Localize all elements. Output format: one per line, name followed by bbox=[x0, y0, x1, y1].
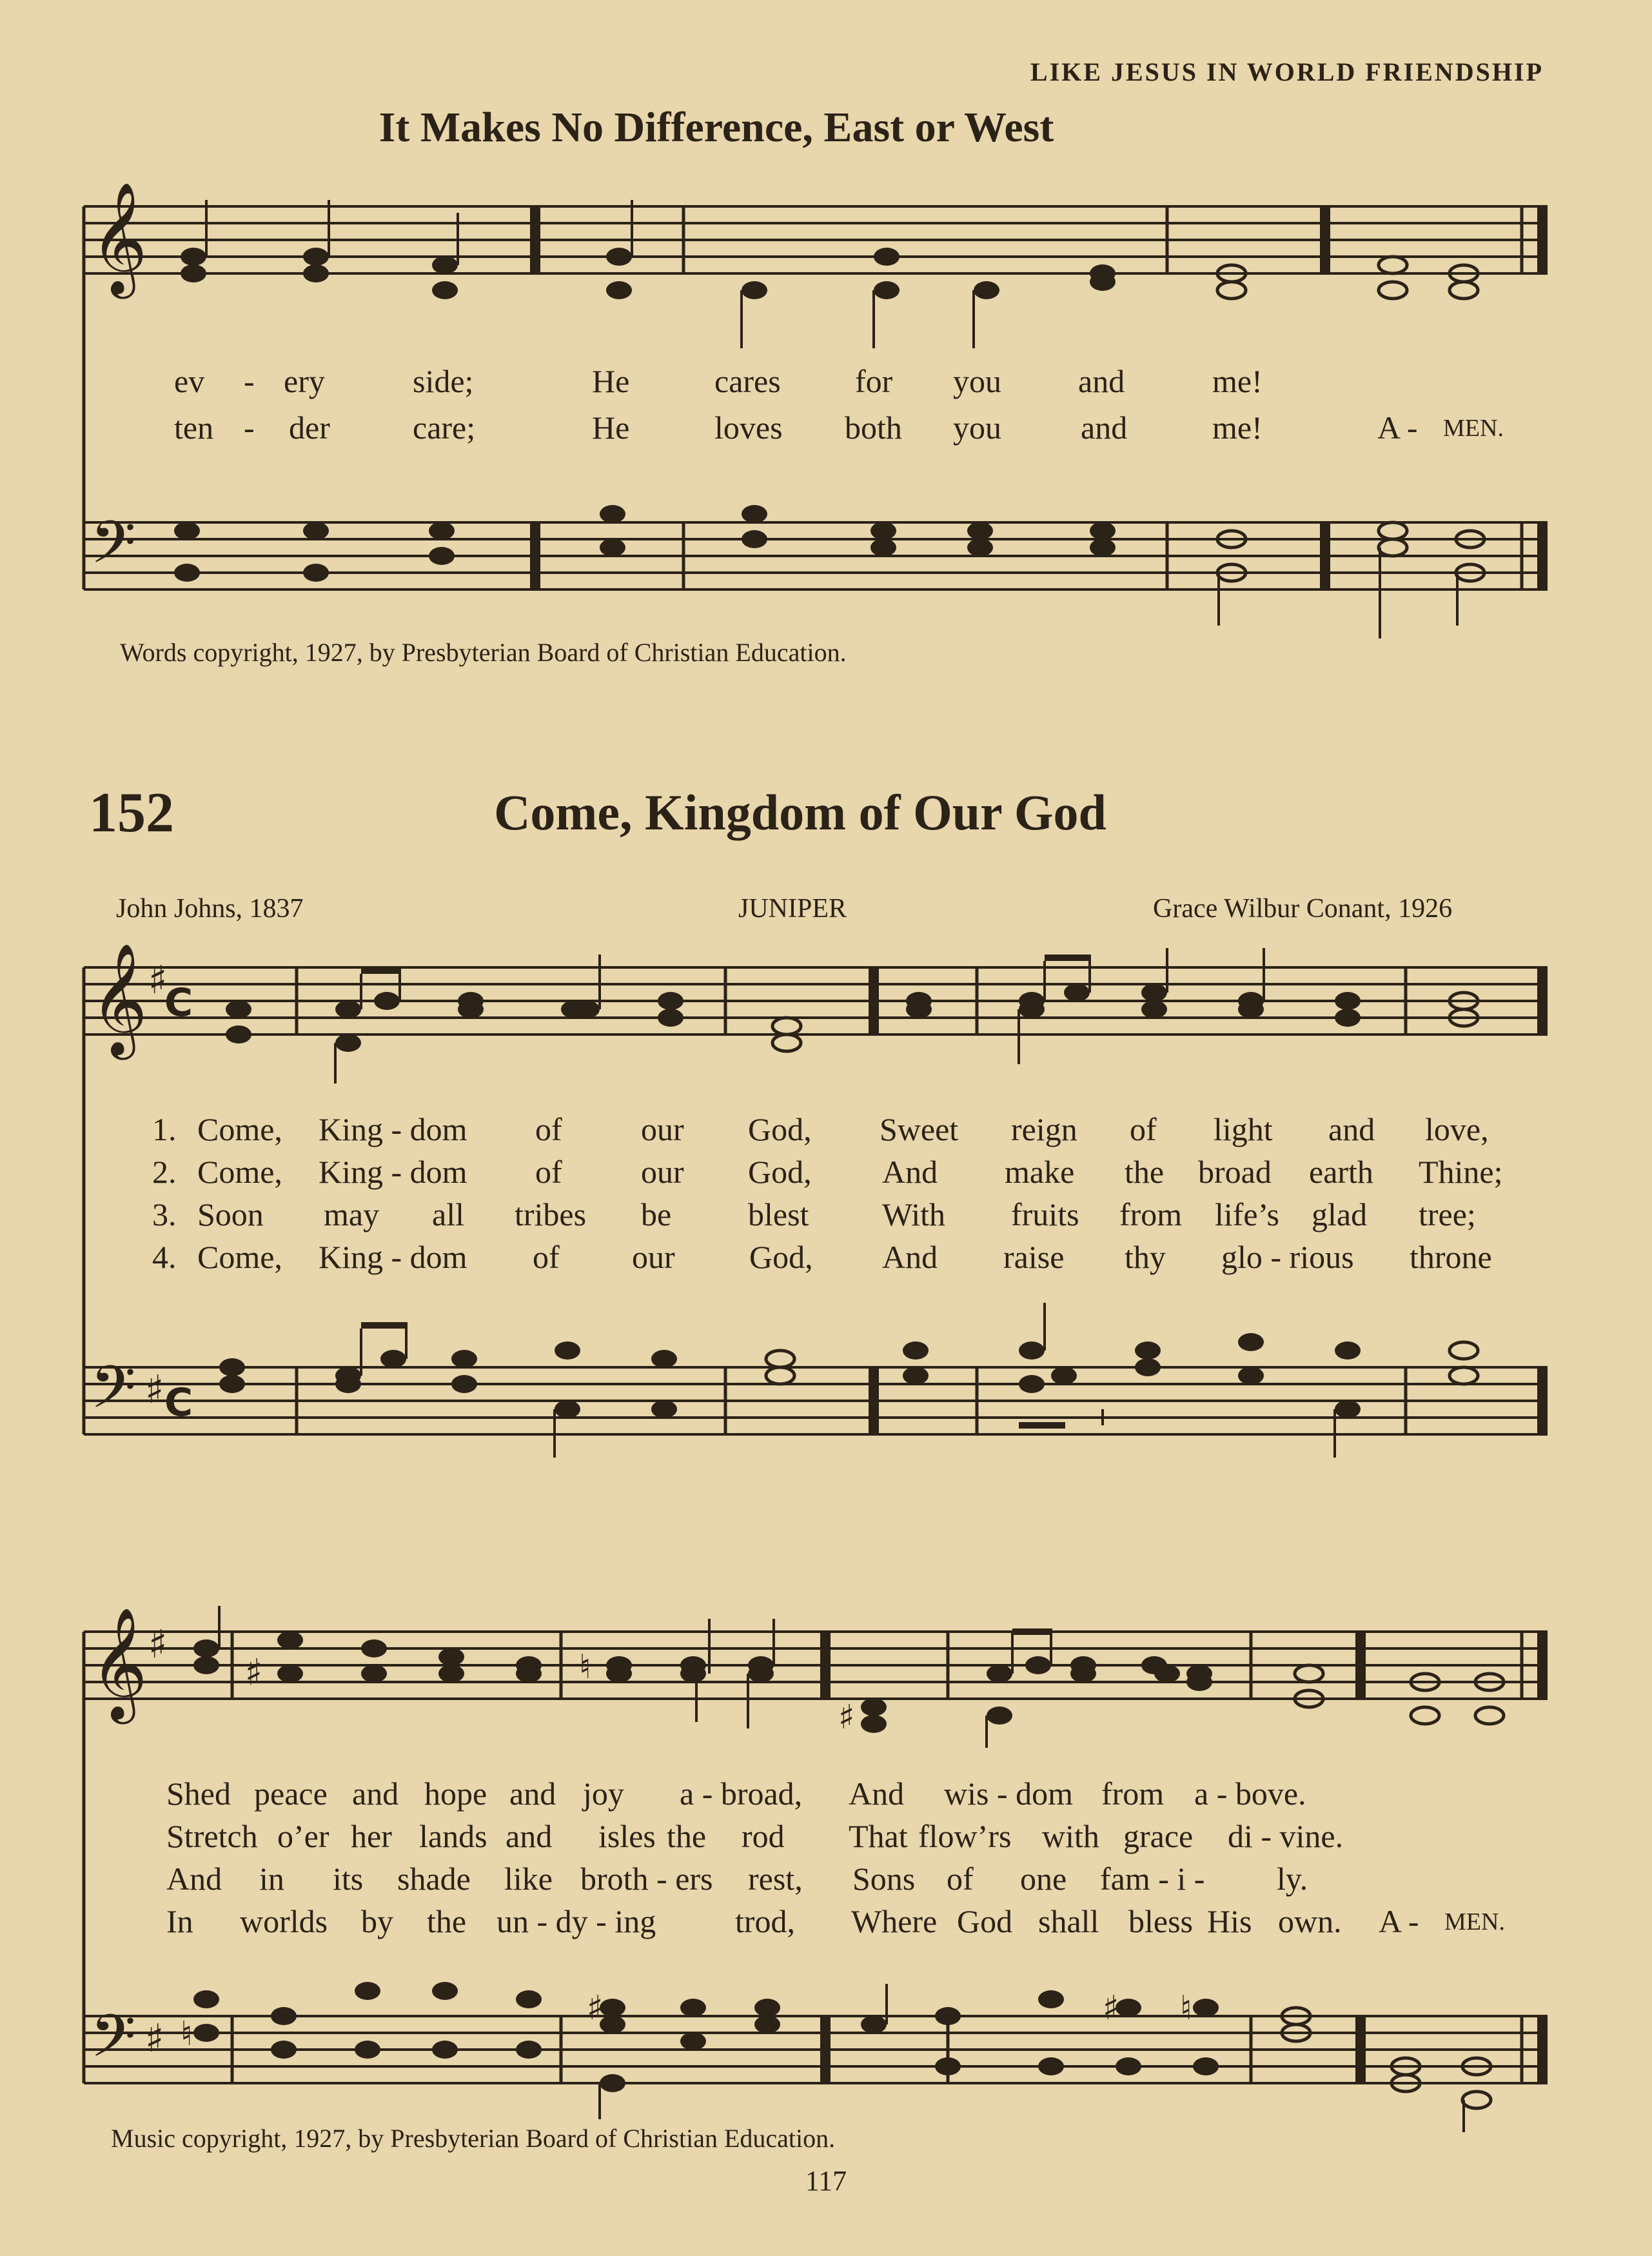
lyric-word: Come, bbox=[197, 1111, 282, 1147]
lyric-word: tree; bbox=[1419, 1196, 1476, 1232]
lyric-word: its bbox=[333, 1861, 364, 1897]
hymn1-treble-staff bbox=[84, 182, 1548, 348]
svg-text:𝄢: 𝄢 bbox=[90, 2002, 136, 2084]
lyric-word: and bbox=[1328, 1111, 1375, 1147]
lyric-word: He bbox=[592, 410, 630, 446]
lyric-word: Come, bbox=[197, 1154, 282, 1190]
lyric-word: joy bbox=[583, 1776, 624, 1812]
svg-text:𝄞: 𝄞 bbox=[90, 182, 148, 294]
hymn2-s1-bass-staff bbox=[84, 1303, 1548, 1458]
lyric-word: rod bbox=[742, 1818, 785, 1854]
lyric-word: care; bbox=[413, 410, 476, 446]
lyric-word: side; bbox=[413, 363, 474, 399]
lyric-word: and bbox=[506, 1818, 553, 1854]
lyric-word: me! bbox=[1212, 363, 1263, 399]
lyric-word: o’er bbox=[277, 1818, 329, 1854]
lyric-word: for bbox=[855, 363, 893, 399]
svg-text:♮: ♮ bbox=[579, 1648, 591, 1687]
svg-text:𝄞: 𝄞 bbox=[90, 1607, 148, 1719]
lyric-word: reign bbox=[1011, 1111, 1077, 1147]
lyric-word: rest, bbox=[748, 1861, 803, 1897]
hymn2-s2-line-2 bbox=[0, 1817, 1652, 1856]
lyric-word: In bbox=[166, 1903, 193, 1939]
lyric-word: flow’rs bbox=[918, 1818, 1012, 1854]
lyric-word: from bbox=[1101, 1776, 1165, 1812]
lyric-word: wis - dom bbox=[944, 1776, 1073, 1812]
section-header: LIKE JESUS IN WORLD FRIENDSHIP bbox=[1030, 57, 1544, 86]
lyric-word: and bbox=[352, 1776, 399, 1812]
lyric-word: hope bbox=[424, 1776, 487, 1812]
lyric-word: make bbox=[1005, 1154, 1075, 1190]
svg-text:♯: ♯ bbox=[145, 1367, 164, 1412]
lyric-word: And bbox=[882, 1154, 938, 1190]
hymn2-s2-bass-staff bbox=[84, 1982, 1548, 2132]
page-number: 117 bbox=[805, 2165, 847, 2197]
svg-text:C: C bbox=[164, 1380, 193, 1425]
svg-text:♯: ♯ bbox=[145, 2016, 164, 2061]
lyric-word: shade bbox=[397, 1861, 471, 1897]
lyric-word: with bbox=[1042, 1818, 1099, 1854]
lyric-word: loves bbox=[714, 410, 783, 446]
lyric-word: broad bbox=[1198, 1154, 1272, 1190]
svg-text:♯: ♯ bbox=[148, 958, 168, 1003]
svg-text:C: C bbox=[164, 980, 193, 1025]
amen-men: MEN. bbox=[1444, 1908, 1505, 1935]
lyric-word: of bbox=[535, 1154, 562, 1190]
hymn2-s1-line-4 bbox=[0, 1238, 1652, 1277]
lyric-word: in bbox=[259, 1861, 284, 1897]
lyric-word: God bbox=[957, 1903, 1013, 1939]
verse-number: 2. bbox=[152, 1154, 177, 1190]
lyric-word: And bbox=[882, 1239, 938, 1275]
lyric-word: lands bbox=[419, 1818, 487, 1854]
lyric-word: His bbox=[1207, 1903, 1252, 1939]
lyric-word: He bbox=[592, 363, 630, 399]
lyric-word: King - dom bbox=[319, 1154, 467, 1190]
lyric-word: glo - rious bbox=[1221, 1239, 1354, 1275]
lyric-word: Stretch bbox=[166, 1818, 258, 1854]
lyric-word: cares bbox=[714, 363, 781, 399]
lyric-word: of bbox=[947, 1861, 974, 1897]
lyric-word: ten bbox=[174, 410, 214, 446]
lyric-word: And bbox=[166, 1861, 222, 1897]
lyric-word: all bbox=[432, 1196, 464, 1232]
hymn2-s2-treble-staff bbox=[84, 1606, 1548, 1748]
lyric-word: - bbox=[244, 410, 255, 446]
hymn-number: 152 bbox=[89, 782, 174, 844]
lyric-word: the bbox=[667, 1818, 707, 1854]
svg-text:♮: ♮ bbox=[181, 2015, 193, 2053]
lyric-word: Where bbox=[851, 1903, 938, 1939]
lyric-word: like bbox=[504, 1861, 553, 1897]
lyric-word: our bbox=[641, 1111, 684, 1147]
lyric-word: her bbox=[351, 1818, 392, 1854]
lyric-word: Soon bbox=[197, 1196, 264, 1232]
lyric-word: ery bbox=[284, 363, 325, 399]
hymn2-s1-treble-staff bbox=[84, 943, 1548, 1083]
lyric-word: un - dy - ing bbox=[497, 1903, 656, 1939]
lyric-word: and bbox=[1078, 363, 1125, 399]
svg-text:♯: ♯ bbox=[245, 1652, 263, 1694]
lyric-word: bless bbox=[1128, 1903, 1193, 1939]
lyric-word: of bbox=[1130, 1111, 1157, 1147]
svg-text:♯: ♯ bbox=[838, 1698, 855, 1737]
lyric-word: of bbox=[533, 1239, 560, 1275]
hymn2-s1-line-2 bbox=[0, 1153, 1652, 1192]
lyric-word: own. bbox=[1278, 1903, 1342, 1939]
lyric-word: the bbox=[427, 1903, 467, 1939]
hymn2-s2-line-3 bbox=[0, 1860, 1652, 1899]
lyric-word: a - broad, bbox=[680, 1776, 803, 1812]
lyric-word: With bbox=[882, 1196, 945, 1232]
lyric-word: That bbox=[849, 1818, 908, 1854]
lyric-word: be bbox=[641, 1196, 672, 1232]
lyric-word: you bbox=[953, 363, 1001, 399]
svg-text:𝄢: 𝄢 bbox=[90, 1353, 136, 1436]
hymn1-copyright: Words copyright, 1927, by Presbyterian Board of Christian Education. bbox=[120, 638, 847, 667]
lyric-word: the bbox=[1125, 1154, 1165, 1190]
lyric-word: Thine; bbox=[1419, 1154, 1503, 1190]
lyric-word: and bbox=[509, 1776, 556, 1812]
lyric-word: earth bbox=[1309, 1154, 1373, 1190]
hymn2-title: Come, Kingdom of Our God bbox=[494, 784, 1106, 840]
lyric-word: der bbox=[289, 410, 330, 446]
lyric-word: of bbox=[535, 1111, 562, 1147]
lyric-word: blest bbox=[748, 1196, 809, 1232]
lyric-word: - bbox=[244, 363, 255, 399]
amen-a: A - bbox=[1379, 1903, 1419, 1939]
lyric-word: trod, bbox=[735, 1903, 796, 1939]
lyric-word: ev bbox=[174, 363, 205, 399]
lyric-word: by bbox=[361, 1903, 393, 1939]
amen-a: A - bbox=[1377, 410, 1418, 446]
lyric-word: isles bbox=[598, 1818, 656, 1854]
lyric-word: fruits bbox=[1011, 1196, 1079, 1232]
hymn2-s1-line-1 bbox=[0, 1111, 1652, 1149]
lyric-word: peace bbox=[254, 1776, 328, 1812]
lyric-word: thy bbox=[1125, 1239, 1166, 1275]
lyric-word: Come, bbox=[197, 1239, 282, 1275]
lyric-word: grace bbox=[1123, 1818, 1194, 1854]
lyric-word: King - dom bbox=[319, 1239, 467, 1275]
svg-text:𝄢: 𝄢 bbox=[90, 508, 136, 591]
lyric-word: tribes bbox=[515, 1196, 587, 1232]
verse-number: 3. bbox=[152, 1196, 177, 1232]
lyric-word: light bbox=[1214, 1111, 1273, 1147]
lyric-word: broth - ers bbox=[580, 1861, 713, 1897]
lyric-word: you bbox=[953, 410, 1001, 446]
lyric-word: me! bbox=[1212, 410, 1263, 446]
lyric-word: from bbox=[1119, 1196, 1183, 1232]
lyric-word: glad bbox=[1312, 1196, 1368, 1232]
lyric-word: di - vine. bbox=[1228, 1818, 1344, 1854]
lyric-word: both bbox=[845, 410, 902, 446]
lyric-word: fam - i - bbox=[1100, 1861, 1205, 1897]
svg-text:♯: ♯ bbox=[1103, 1989, 1119, 2028]
lyric-word: throne bbox=[1410, 1239, 1492, 1275]
hymn1-verse-line-2 bbox=[0, 409, 1652, 448]
verse-number: 1. bbox=[152, 1111, 177, 1147]
lyric-word: one bbox=[1020, 1861, 1067, 1897]
verse-number: 4. bbox=[152, 1239, 177, 1275]
lyric-word: worlds bbox=[240, 1903, 328, 1939]
svg-text:♮: ♮ bbox=[1180, 1989, 1192, 2028]
hymn2-s2-line-4 bbox=[0, 1903, 1652, 1941]
svg-text:♯: ♯ bbox=[587, 1989, 604, 2028]
lyric-word: God, bbox=[748, 1111, 812, 1147]
tune-name: JUNIPER bbox=[738, 894, 847, 924]
words-author: John Johns, 1837 bbox=[116, 894, 304, 924]
amen-men: MEN. bbox=[1443, 415, 1504, 442]
hymn2-s1-line-3 bbox=[0, 1196, 1652, 1234]
hymn2-copyright: Music copyright, 1927, by Presbyterian Board of Christian Education. bbox=[111, 2124, 836, 2153]
lyric-word: our bbox=[641, 1154, 684, 1190]
lyric-word: our bbox=[632, 1239, 675, 1275]
lyric-word: God, bbox=[749, 1239, 813, 1275]
lyric-word: Sweet bbox=[880, 1111, 959, 1147]
lyric-word: Sons bbox=[852, 1861, 916, 1897]
lyric-word: and bbox=[1081, 410, 1128, 446]
lyric-word: life’s bbox=[1215, 1196, 1279, 1232]
lyric-word: And bbox=[849, 1776, 905, 1812]
lyric-word: King - dom bbox=[319, 1111, 467, 1147]
lyric-word: ly. bbox=[1277, 1861, 1308, 1897]
lyric-word: a - bove. bbox=[1194, 1776, 1306, 1812]
svg-text:♯: ♯ bbox=[148, 1622, 168, 1667]
hymn1-verse-line-1 bbox=[0, 362, 1652, 401]
lyric-word: God, bbox=[748, 1154, 812, 1190]
lyric-word: raise bbox=[1003, 1239, 1065, 1275]
lyric-word: may bbox=[324, 1196, 380, 1232]
svg-text:𝄞: 𝄞 bbox=[90, 943, 148, 1055]
lyric-word: shall bbox=[1038, 1903, 1099, 1939]
hymn1-title: It Makes No Difference, East or West bbox=[379, 104, 1054, 151]
hymn2-s2-line-1 bbox=[0, 1775, 1652, 1814]
lyric-word: Shed bbox=[166, 1776, 231, 1812]
music-composer: Grace Wilbur Conant, 1926 bbox=[1153, 894, 1453, 924]
lyric-word: love, bbox=[1425, 1111, 1489, 1147]
